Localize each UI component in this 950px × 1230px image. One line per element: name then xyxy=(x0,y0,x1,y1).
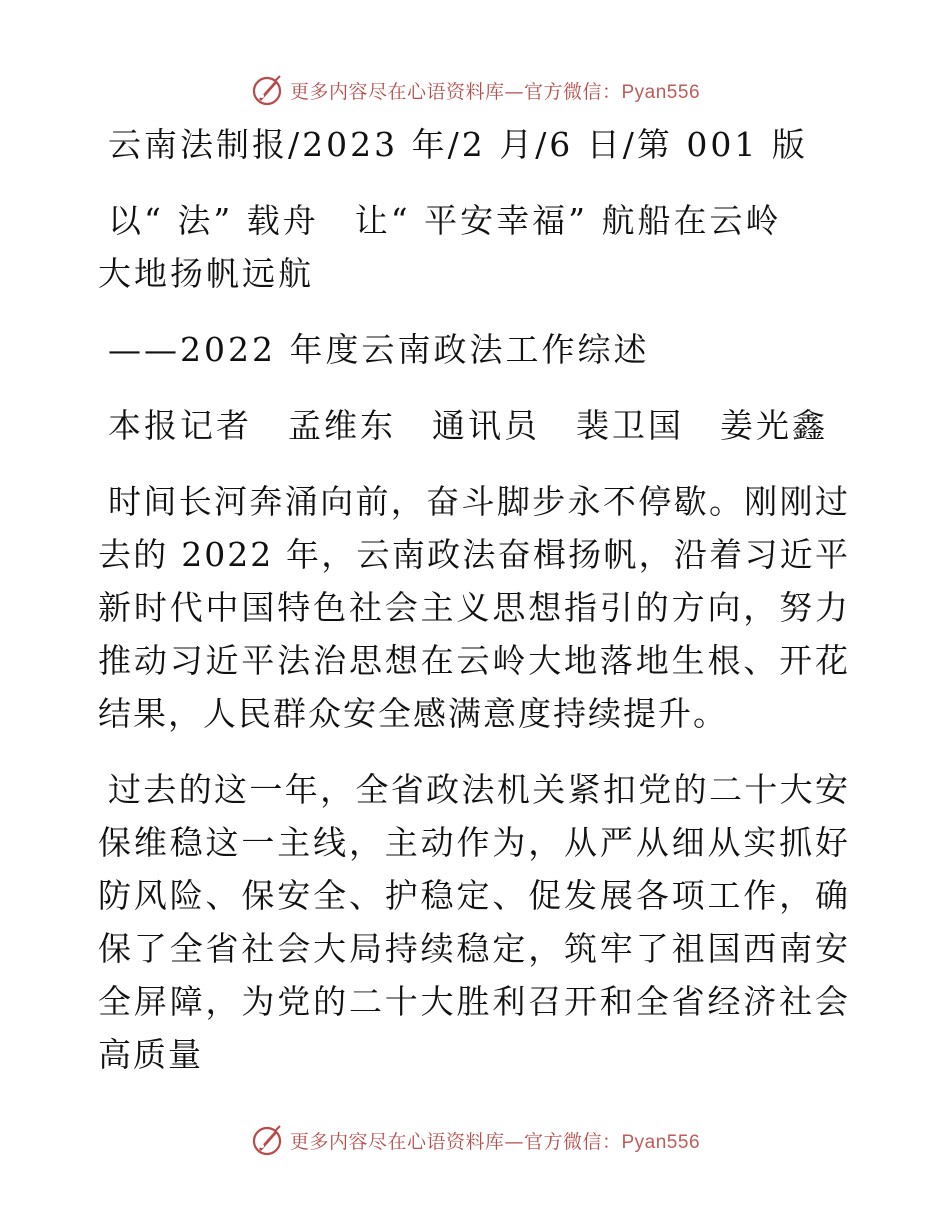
article-subtitle: ——2022 年度云南政法工作综述 xyxy=(108,330,650,369)
source-line: 云南法制报/2023 年/2 月/6 日/第 001 版 xyxy=(108,125,808,164)
watermark-prefix: 更多内容尽在心语资料库—官方微信： xyxy=(289,80,622,103)
quill-pen-logo-icon xyxy=(250,73,284,107)
watermark-text xyxy=(290,77,700,104)
article-body xyxy=(98,118,850,1081)
watermark-group xyxy=(250,73,700,107)
title-line-2: 大地扬帆远航 xyxy=(98,254,314,293)
watermark-wechat-id: Pyan556 xyxy=(621,81,701,103)
watermark-text xyxy=(290,1127,700,1154)
title-line-1: 以“ 法” 载舟 让“ 平安幸福” 航船在云岭 xyxy=(108,201,782,240)
quill-pen-logo-icon xyxy=(250,1123,284,1157)
watermark-wechat-id: Pyan556 xyxy=(621,1131,701,1153)
watermark-group xyxy=(250,1123,700,1157)
article-byline: 本报记者 孟维东 通讯员 裴卫国 姜光鑫 xyxy=(108,406,828,445)
article-title xyxy=(98,194,850,300)
header-watermark xyxy=(0,70,950,110)
watermark-prefix: 更多内容尽在心语资料库—官方微信： xyxy=(289,1130,622,1153)
footer-watermark xyxy=(0,1120,950,1160)
paragraph-2: 过去的这一年，全省政法机关紧扣党的二十大安保维稳这一主线，主动作为，从严从细从实抓好防风险、保安全、护稳定、促发展各项工作，确保了全省社会大局持续稳定，筑牢了祖国西南安全屏障，为党的二十大胜利召开和全省经济社会高质量 xyxy=(98,770,850,1074)
paragraph-1: 时间长河奔涌向前，奋斗脚步永不停歇。刚刚过去的 2022 年，云南政法奋楫扬帆，沿着习近平新时代中国特色社会主义思想指引的方向，努力推动习近平法治思想在云岭大地落地生根、开花结果，人民群众安全感满意度持续提升。 xyxy=(98,482,850,733)
